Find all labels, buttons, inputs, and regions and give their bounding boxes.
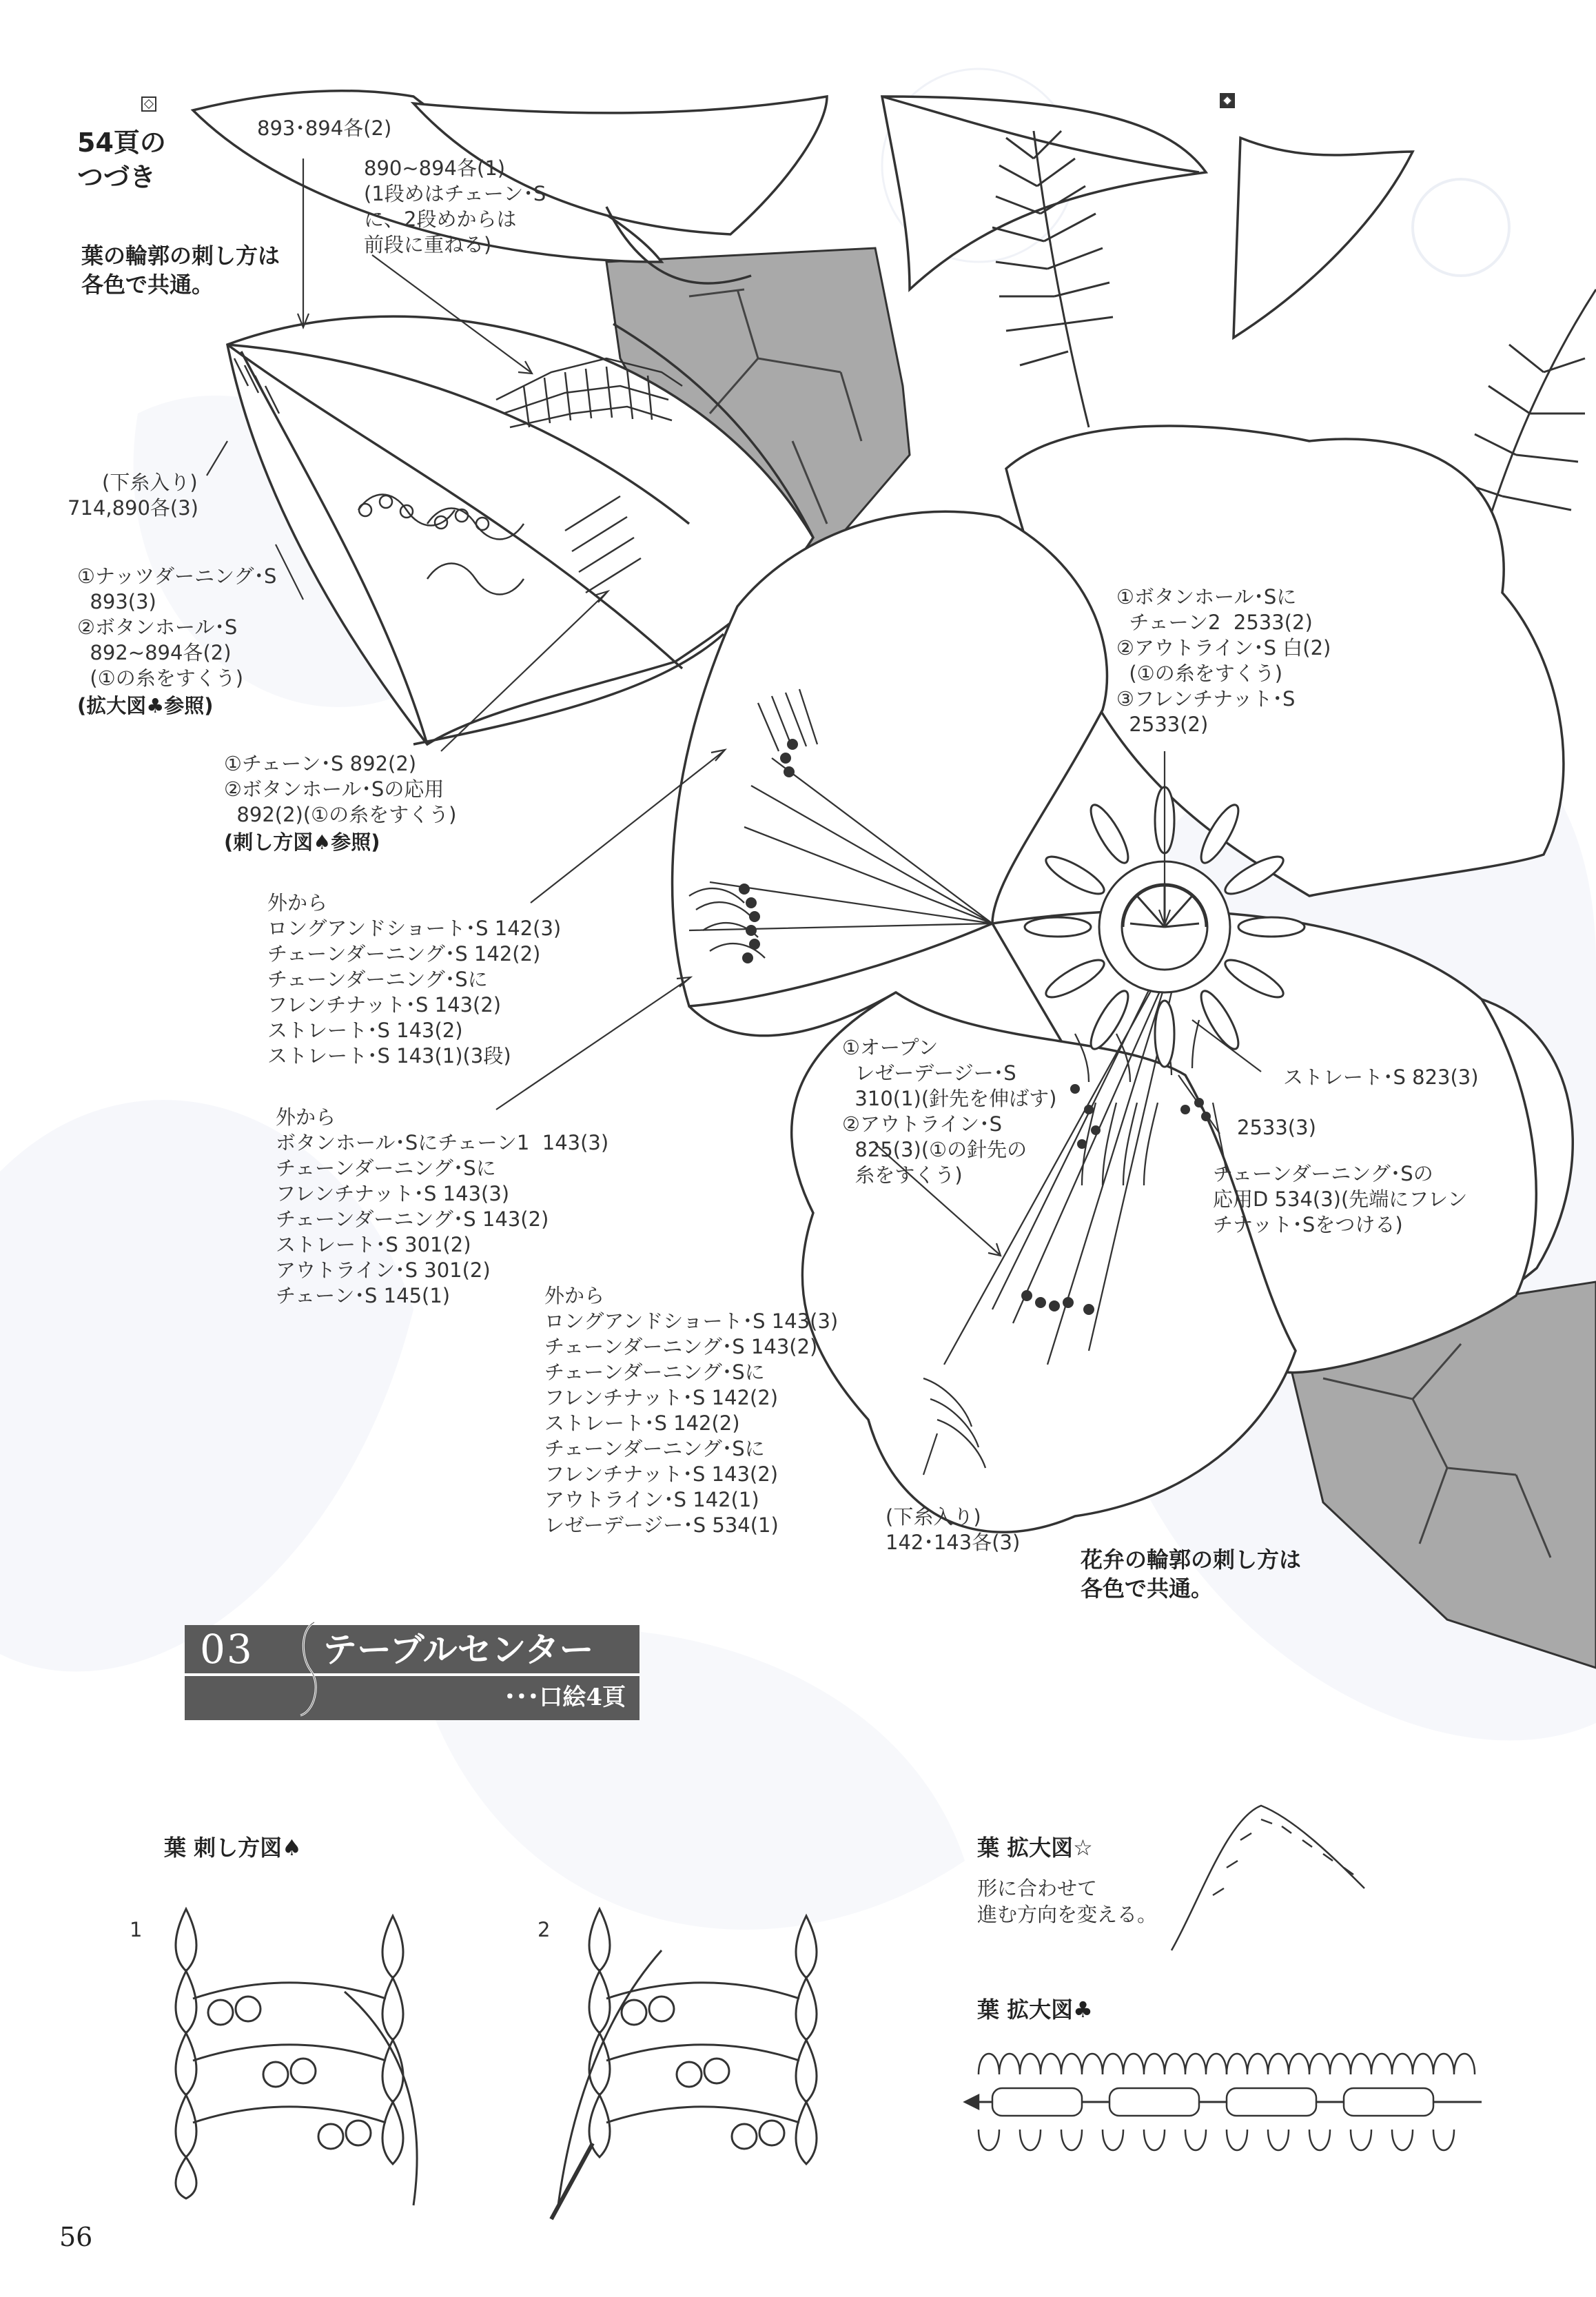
petal-label-1-line: フレンチナット･S 143(2) <box>267 993 502 1017</box>
diamond-filled-marker-icon <box>1220 93 1235 108</box>
petal-label-3-line: ストレート･S 142(2) <box>544 1411 740 1435</box>
leaf-label-4-ref: (拡大図♣参照) <box>77 694 214 717</box>
petal-label-2 <box>276 1105 608 1309</box>
leaf-label-3 <box>68 470 233 521</box>
petal-outline-note-line1: 花弁の輪郭の刺し方は <box>1081 1546 1302 1573</box>
leaf-label-4 <box>77 564 276 720</box>
center-label-5-line: 応用D 534(3)(先端にフレン <box>1213 1187 1468 1211</box>
center-label-1-line: ②アウトライン･S 白(2) <box>1116 636 1331 660</box>
petal-label-3-line: ロングアンドショート･S 143(3) <box>544 1309 839 1333</box>
leaf-label-4-line: 892~894各(2) <box>77 641 232 664</box>
petal-label-2-line: ストレート･S 301(2) <box>276 1233 471 1256</box>
center-label-2-line: 825(3)(①の針先の <box>842 1138 1027 1161</box>
leaf-outline-note-line2: 各色で共通。 <box>81 272 214 298</box>
star-diagram-title: 葉 拡大図☆ <box>977 1835 1093 1861</box>
leaf-label-2-line: (1段めはチェーン･S <box>364 182 546 205</box>
petal-label-2-line: チェーンダーニング･Sに <box>276 1156 496 1180</box>
leaf-label-4-line: 893(3) <box>77 590 156 613</box>
petal-label-2-line: チェーンダーニング･S 143(2) <box>276 1207 549 1231</box>
leaf-label-3-line: (下糸入り) <box>102 471 198 494</box>
spade-stitch-diagram-2 <box>551 1909 817 2219</box>
leaf-label-4-line: ①ナッツダーニング･S <box>77 564 277 588</box>
petal-label-2-line: ボタンホール･Sにチェーン1 143(3) <box>276 1131 609 1154</box>
center-label-4: 2533(3) <box>1237 1116 1316 1139</box>
spade-diagram-title: 葉 刺し方図♠ <box>164 1835 302 1861</box>
petal-label-1-line: ロングアンドショート･S 142(3) <box>267 917 562 940</box>
petal-label-1-line: 外から <box>267 891 328 915</box>
petal-label-1-line: チェーンダーニング･Sに <box>267 968 488 991</box>
center-label-1-line: ①ボタンホール･Sに <box>1116 585 1297 609</box>
diamond-outline-marker-icon <box>141 96 156 112</box>
leaf-label-2-line: に、2段めからは <box>364 207 517 231</box>
leaf-label-5-line: ①チェーン･S 892(2) <box>224 752 417 775</box>
center-label-1-line: (①の糸をすくう) <box>1116 662 1283 685</box>
club-diagram-title: 葉 拡大図♣ <box>977 1997 1093 2023</box>
petal-label-3-line: アウトライン･S 142(1) <box>544 1488 759 1511</box>
petal-label-1-line: チェーンダーニング･S 142(2) <box>267 942 541 966</box>
center-label-2-line: ②アウトライン･S <box>842 1112 1003 1136</box>
center-label-2-line: 糸をすくう) <box>842 1163 963 1187</box>
petal-label-1-line: ストレート･S 143(2) <box>267 1019 463 1042</box>
leaf-label-3-line: 714,890各(3) <box>68 496 199 520</box>
center-label-2-line: レゼーデージー･S <box>842 1061 1016 1085</box>
petal-label-3-line: チェーンダーニング･Sに <box>544 1360 765 1384</box>
petal-label-2-line: アウトライン･S 301(2) <box>276 1258 491 1282</box>
center-label-5-line: チナット･Sをつける) <box>1213 1213 1403 1236</box>
petal-label-3-line: チェーンダーニング･Sに <box>544 1437 765 1460</box>
petal-label-4 <box>886 1504 1020 1555</box>
star-diagram-note-line2: 進む方向を変える。 <box>977 1903 1158 1926</box>
page-number: 56 <box>59 2222 93 2252</box>
section-title: テーブルセンター <box>323 1629 594 1670</box>
continued-label-line1: 54頁の <box>77 127 166 158</box>
petal-label-2-line: フレンチナット･S 143(3) <box>276 1182 510 1205</box>
petal-label-3-line: レゼーデージー･S 534(1) <box>544 1513 779 1537</box>
center-label-5 <box>1213 1161 1467 1238</box>
star-stitch-diagram <box>1172 1806 1364 1950</box>
leaf-label-4-line: (①の糸をすくう) <box>77 666 244 690</box>
petal-label-3-line: 外から <box>544 1284 605 1307</box>
continued-label-line2: つづき <box>77 162 156 192</box>
leaf-outline-note-line1: 葉の輪郭の刺し方は <box>81 243 280 269</box>
leaf-label-5-line: ②ボタンホール･Sの応用 <box>224 777 444 801</box>
center-label-3: ストレート･S 823(3) <box>1283 1065 1479 1089</box>
leaf-label-2-line: 前段に重ねる) <box>364 233 492 256</box>
section-subtitle: ･･･口絵4頁 <box>504 1684 626 1711</box>
club-stitch-diagram <box>965 2054 1482 2150</box>
petal-label-1 <box>267 890 561 1069</box>
leaf-label-2 <box>364 156 546 258</box>
petal-label-1-line: ストレート･S 143(1)(3段) <box>267 1044 511 1068</box>
petal-outline-note-line2: 各色で共通。 <box>1081 1575 1214 1602</box>
petal-label-3-line: フレンチナット･S 143(2) <box>544 1462 779 1486</box>
star-diagram-note-line1: 形に合わせて <box>977 1877 1098 1900</box>
petal-label-4-line: 142･143各(3) <box>886 1531 1021 1554</box>
section-title-banner <box>185 1625 640 1720</box>
center-label-1-line: チェーン2 2533(2) <box>1116 611 1313 634</box>
leaf-label-1: 893･894各(2) <box>257 116 392 140</box>
petal-label-3 <box>544 1283 838 1538</box>
step-2-label: 2 <box>538 1918 551 1941</box>
leaf-label-2-line: 890~894各(1) <box>364 156 506 180</box>
leaf-label-5-line: 892(2)(①の糸をすくう) <box>224 803 457 826</box>
center-label-1-line: 2533(2) <box>1116 713 1209 736</box>
petal-label-3-line: フレンチナット･S 142(2) <box>544 1386 779 1409</box>
petal-label-2-line: チェーン･S 145(1) <box>276 1284 451 1307</box>
center-label-2 <box>842 1035 1057 1188</box>
leaf-label-5-ref: (刺し方図♠参照) <box>224 830 380 854</box>
center-label-2-line: ①オープン <box>842 1036 939 1059</box>
center-label-2-line: 310(1)(針先を伸ばす) <box>842 1087 1057 1110</box>
center-label-5-line: チェーンダーニング･Sの <box>1213 1162 1433 1185</box>
leaf-label-4-line: ②ボタンホール･S <box>77 615 238 639</box>
petal-label-3-line: チェーンダーニング･S 143(2) <box>544 1335 818 1358</box>
center-label-1-line: ③フレンチナット･S <box>1116 687 1296 711</box>
petal-label-2-line: 外から <box>276 1105 336 1129</box>
spade-stitch-diagram-1 <box>176 1909 417 2205</box>
petal-label-4-line: (下糸入り) <box>886 1505 981 1529</box>
leaf-label-5 <box>224 751 457 857</box>
step-1-label: 1 <box>130 1918 143 1941</box>
section-number: 03 <box>200 1626 254 1673</box>
center-label-1 <box>1116 584 1331 737</box>
